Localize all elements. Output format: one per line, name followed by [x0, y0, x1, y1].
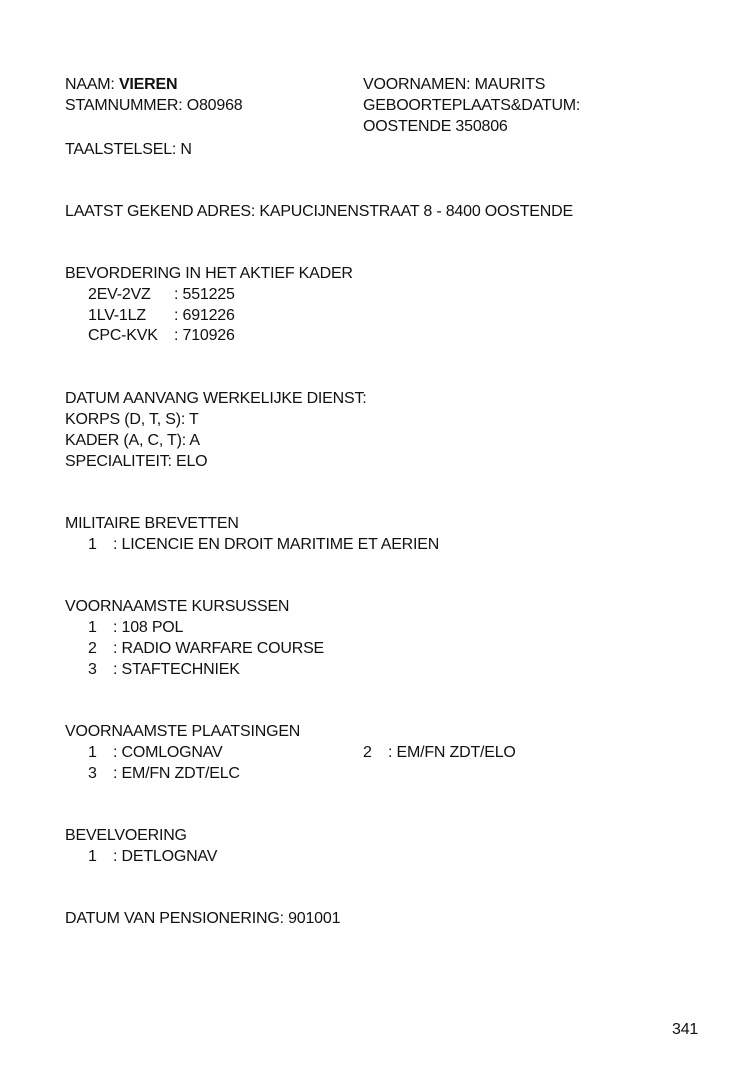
list-item: : EM/FN ZDT/ELO: [388, 744, 516, 761]
bevelvoering-title: BEVELVOERING: [65, 827, 187, 844]
list-number: 1: [88, 619, 97, 636]
list-item: : COMLOGNAV: [113, 744, 223, 761]
list-number: 3: [88, 661, 97, 678]
geboorte-label: GEBOORTEPLAATS&DATUM:: [363, 97, 581, 114]
datum-aanvang-dienst: DATUM AANVANG WERKELIJKE DIENST:: [65, 390, 367, 407]
datum-pensionering: DATUM VAN PENSIONERING: 901001: [65, 910, 341, 927]
list-item: : RADIO WARFARE COURSE: [113, 640, 325, 657]
page-number: 341: [672, 1021, 699, 1038]
bevordering-title: BEVORDERING IN HET AKTIEF KADER: [65, 265, 353, 282]
voornamen: VOORNAMEN: MAURITS: [363, 76, 546, 93]
list-item: : LICENCIE EN DROIT MARITIME ET AERIEN: [113, 536, 440, 553]
list-item: : STAFTECHNIEK: [113, 661, 240, 678]
kader: KADER (A, C, T): A: [65, 432, 200, 449]
list-number: 2: [88, 640, 97, 657]
bevordering-rank: CPC-KVK: [88, 327, 158, 344]
brevetten-title: MILITAIRE BREVETTEN: [65, 515, 239, 532]
naam-label: NAAM:: [65, 76, 115, 93]
bevordering-date: : 551225: [174, 286, 235, 303]
bevordering-date: : 691226: [174, 307, 235, 324]
korps: KORPS (D, T, S): T: [65, 411, 199, 428]
list-number: 2: [363, 744, 372, 761]
taalstelsel: TAALSTELSEL: N: [65, 141, 192, 158]
specialiteit: SPECIALITEIT: ELO: [65, 453, 208, 470]
geboorte-value: OOSTENDE 350806: [363, 118, 508, 135]
list-number: 3: [88, 765, 97, 782]
laatst-gekend-adres: LAATST GEKEND ADRES: KAPUCIJNENSTRAAT 8 - 8400 OOSTENDE: [65, 203, 573, 220]
list-item: : DETLOGNAV: [113, 848, 218, 865]
naam-line: [65, 74, 177, 95]
bevordering-rank: 2EV-2VZ: [88, 286, 151, 303]
list-number: 1: [88, 536, 97, 553]
stamnummer: STAMNUMMER: O80968: [65, 97, 243, 114]
list-item: : 108 POL: [113, 619, 184, 636]
bevordering-rank: 1LV-1LZ: [88, 307, 146, 324]
naam-value: VIEREN: [118, 76, 178, 93]
list-number: 1: [88, 744, 97, 761]
plaatsingen-title: VOORNAAMSTE PLAATSINGEN: [65, 723, 301, 740]
list-item: : EM/FN ZDT/ELC: [113, 765, 240, 782]
list-number: 1: [88, 848, 97, 865]
kursussen-title: VOORNAAMSTE KURSUSSEN: [65, 598, 290, 615]
bevordering-date: : 710926: [174, 327, 235, 344]
